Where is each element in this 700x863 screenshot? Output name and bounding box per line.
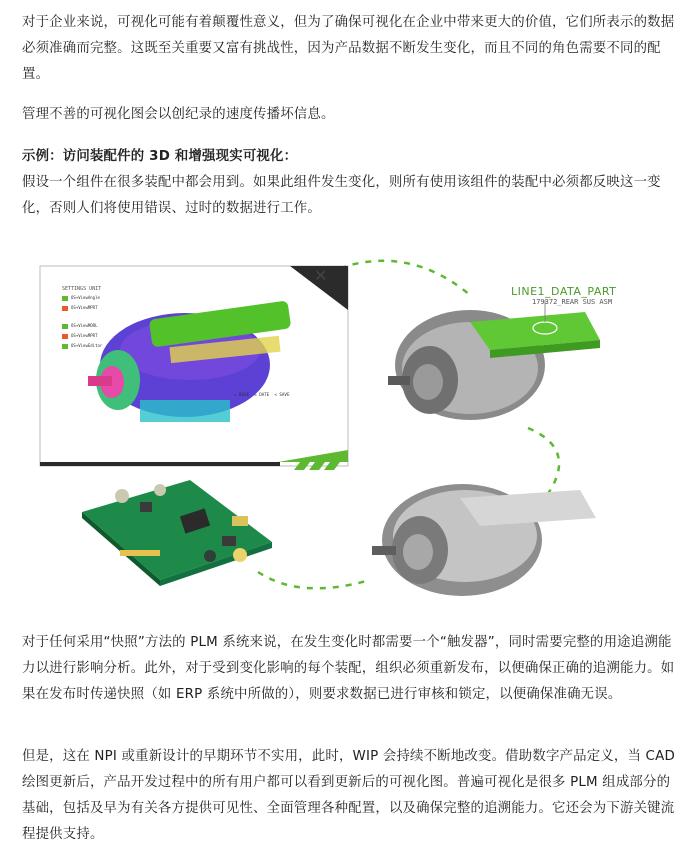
intro-paragraph: 对于企业来说，可视化可能有着颠覆性意义，但为了确保可视化在企业中带来更大的价值，它们所表示的数据必须准确而完整。这既至关重要又富有挑战性，因为产品数据不断发生变化，而且不同的角色需要不同的配置。 <box>22 15 675 82</box>
circuit-board-render <box>82 480 272 586</box>
snapshot-paragraph: 对于任何采用“快照”方法的 PLM 系统来说，在发生变化时都需要一个“触发器”，同时需要完整的用途追溯能力以进行影响分析。此外，对于受到变化影响的每个装配，组织必须重新发布，以便确保正确的追溯能力。如果在发布时传递快照（如 ERP 系统中所做的），则要求数据已进行审核和锁定，以便确保准确无误。 <box>22 635 675 702</box>
monitor-readout-header: = BASE = DATE < SAVE <box>234 392 290 397</box>
connection-arc-right <box>528 428 559 498</box>
monitor-settings-title: SETTINGS UNIT <box>62 286 102 292</box>
close-icon: ✕ <box>314 266 328 285</box>
connection-arc-bottom <box>258 572 370 588</box>
monitor-setting-4: OS+ViewMPRT <box>62 333 110 339</box>
example-heading: 示例：访问装配件的 3D 和增强现实可视化： <box>22 149 298 164</box>
engine-render-bottom <box>372 484 596 596</box>
engine-render-top <box>388 300 600 420</box>
monitor-setting-3: OS+ViewMORL <box>62 323 110 329</box>
monitor-setting-2: OS+ViewMPRT <box>62 305 110 311</box>
part-callout-subtitle: 179372_REAR SUS ASM <box>532 298 613 306</box>
part-callout-name: LINE1_DATA_PART <box>511 285 617 298</box>
monitor-setting-5: OS+ViewEditor <box>62 343 110 349</box>
warning-paragraph: 管理不善的可视化图会以创纪录的速度传播坏信息。 <box>22 107 335 122</box>
example-paragraph: 假设一个组件在很多装配中都会用到。如果此组件发生变化，则所有使用该组件的装配中必须都反映这一变化，否则人们将使用错误、过时的数据进行工作。 <box>22 175 661 216</box>
monitor-setting-1: OS+ViewAngle <box>62 295 110 301</box>
npi-paragraph: 但是，这在 NPI 或重新设计的早期环节不实用，此时，WIP 会持续不断地改变。借助数字产品定义，当 CAD 绘图更新后，产品开发过程中的所有用户都可以看到更新后的可视化图。普遍可视化是很多 PLM 组成部分的基础，包括及早为有关各方提供可见性、全面管理各种配置，以及确保完整的追溯能力。它还会为下游关键流程提供支持。 <box>22 749 675 842</box>
frame-stripes <box>294 462 340 470</box>
connection-arc-top <box>340 261 470 295</box>
